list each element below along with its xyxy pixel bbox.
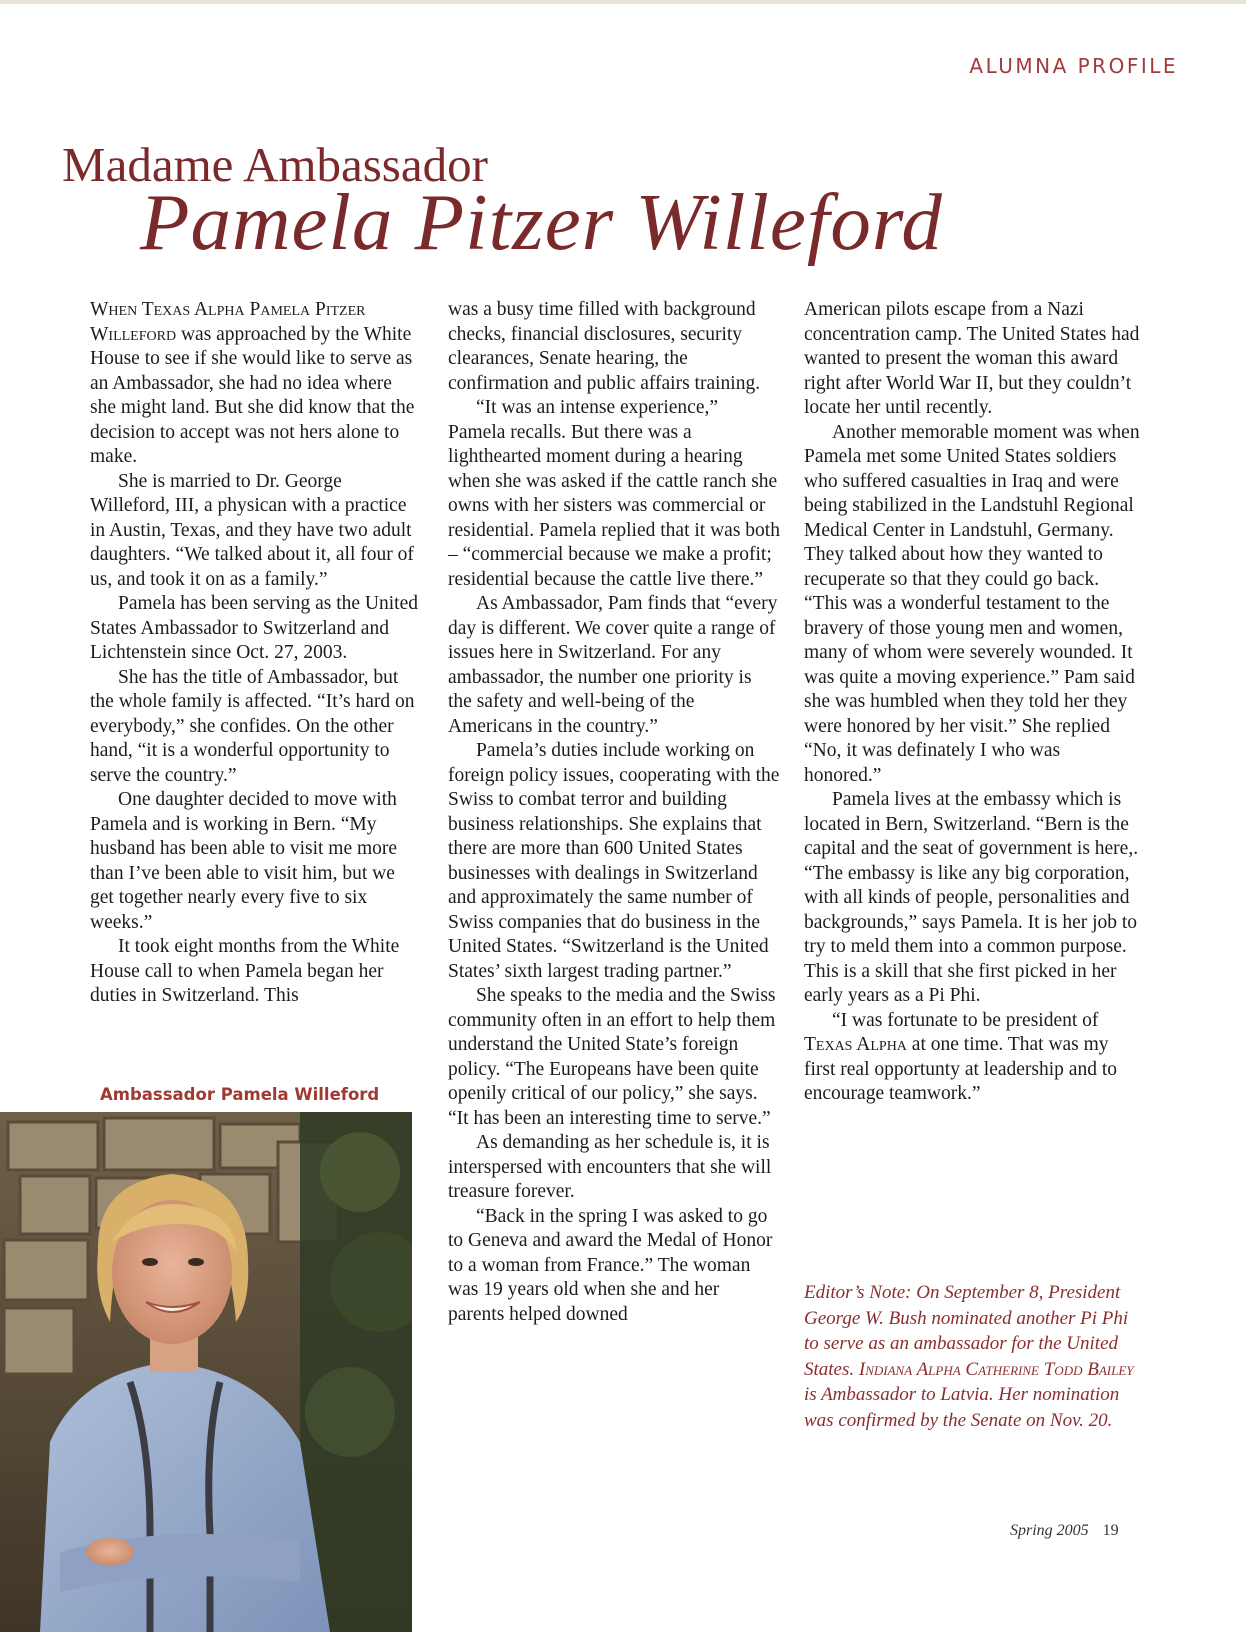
page-top-edge [0, 0, 1246, 4]
paragraph [90, 298, 422, 470]
editor-note-small-caps: Indiana Alpha Catherine Todd Bailey [858, 1358, 1134, 1380]
article-column-1 [90, 298, 422, 1009]
headline-name: Pamela Pitzer Willeford [140, 177, 943, 267]
paragraph: As Ambassador, Pam finds that “every day is different. We cover quite a range of issues here in Switzerland. For any ambassador, the number one priority is the safety and well-being of the Americans in the country.” [448, 593, 778, 737]
paragraph [804, 1009, 1140, 1107]
ambassador-photo [0, 1112, 412, 1632]
editor-note [804, 1280, 1140, 1433]
issue-season: Spring 2005 [1010, 1522, 1089, 1539]
editor-note-text: is Ambassador to Latvia. Her nomination was confirmed by the Senate on Nov. 20. [804, 1384, 1120, 1431]
article-column-3 [804, 298, 1140, 1107]
paragraph: As demanding as her schedule is, it is interspersed with encounters that she will treasure forever. [448, 1132, 772, 1202]
small-caps-name: When Texas Alpha Pamela Pitzer Willeford [90, 299, 366, 345]
paragraph: She has the title of Ambassador, but the whole family is affected. “It’s hard on everybody,” she confides. On the other hand, “it is a wonderful opportunity to serve the country.” [90, 666, 415, 786]
paragraph: “Back in the spring I was asked to go to Geneva and award the Medal of Honor to a woman from France.” The woman was 19 years old when she and her parents helped downed [448, 1205, 773, 1325]
article-column-2 [448, 298, 780, 1327]
paragraph: She speaks to the media and the Swiss community often in an effort to help them understand the United State’s foreign policy. “The Europeans have been quite openily critical of our policy,” she says. “It has been an interesting time to serve.” [448, 985, 776, 1129]
photo-caption: Ambassador Pamela Willeford [100, 1085, 380, 1104]
paragraph: Pamela has been serving as the United States Ambassador to Switzerland and Lichtenstein since Oct. 27, 2003. [90, 593, 418, 663]
paragraph: Another memorable moment was when Pamela met some United States soldiers who suffered casualties in Iraq and were being stabilized in the Landstuhl Regional Medical Center in Landstuhl, Germany. They talked about how they wanted to recuperate so that they could go back. “This was a wonderful testament to the bravery of those young men and women, many of whom were severely wounded. It was quite a moving experience.” Pam said she was humbled when they told her they were honored by her visit.” She replied “No, it was definately I who was honored.” [804, 421, 1140, 786]
paragraph: One daughter decided to move with Pamela and is working in Bern. “My husband has been able to visit me more than I’ve been able to visit him, but we get together nearly every five to six weeks.” [90, 789, 398, 933]
paragraph: “It was an intense experience,” Pamela recalls. But there was a lighthearted moment during a hearing when she was asked if the cattle ranch she owns with her sisters was commercial or residential. Pamela replied that it was both – “commercial because we make a profit; residential because the cattle live there.” [448, 397, 780, 590]
paragraph: American pilots escape from a Nazi concentration camp. The United States had wanted to present the woman this award right after World War II, but they couldn’t locate her until recently. [804, 299, 1140, 418]
paragraph-text: at one time. That was my first real opportunty at leadership and to encourage teamwork.” [804, 1034, 1117, 1104]
paragraph: was a busy time filled with background checks, financial disclosures, security clearances, Senate hearing, the confirmation and public affairs training. [448, 299, 761, 394]
paragraph-text: “I was fortunate to be president of [832, 1009, 1099, 1031]
paragraph: Pamela’s duties include working on foreign policy issues, cooperating with the Swiss to combat terror and building business relationships. She explains that there are more than 600 United States businesses with dealings in Switzerland and approximately the same number of Swiss companies that do business in the United States. “Switzerland is the United States’ sixth largest trading partner.” [448, 740, 780, 982]
portrait-illustration [0, 1112, 412, 1632]
paragraph: It took eight months from the White House call to when Pamela began her duties in Switzerland. This [90, 936, 400, 1006]
page-number: 19 [1102, 1522, 1119, 1539]
small-caps-chapter: Texas Alpha [804, 1034, 907, 1055]
paragraph: She is married to Dr. George Willeford, III, a physican with a practice in Austin, Texas, and they have two adult daughters. “We talked about it, all four of us, and took it on as a family.” [90, 470, 414, 590]
section-label: ALUMNA PROFILE [969, 54, 1178, 78]
paragraph: Pamela lives at the embassy which is located in Bern, Switzerland. “Bern is the capital and the seat of government is here,. “The embassy is like any big corporation, with all kinds of people, personalities and backgrounds,” says Pamela. It is her job to try to meld them into a common purpose. This is a skill that she first picked in her early years as a Pi Phi. [804, 789, 1139, 1006]
page-folio [1010, 1522, 1119, 1540]
headline-kicker: Madame Ambassador [62, 137, 488, 192]
paragraph-text: was approached by the White House to see if she would like to serve as an Ambassador, she had no idea where she might land. But she did know that the decision to accept was not hers alone to make. [90, 323, 415, 467]
editor-note-text: Editor’s Note: On September 8, President George W. Bush nominated another Pi Phi to serve as an ambassador for the United States. [804, 1282, 1129, 1380]
